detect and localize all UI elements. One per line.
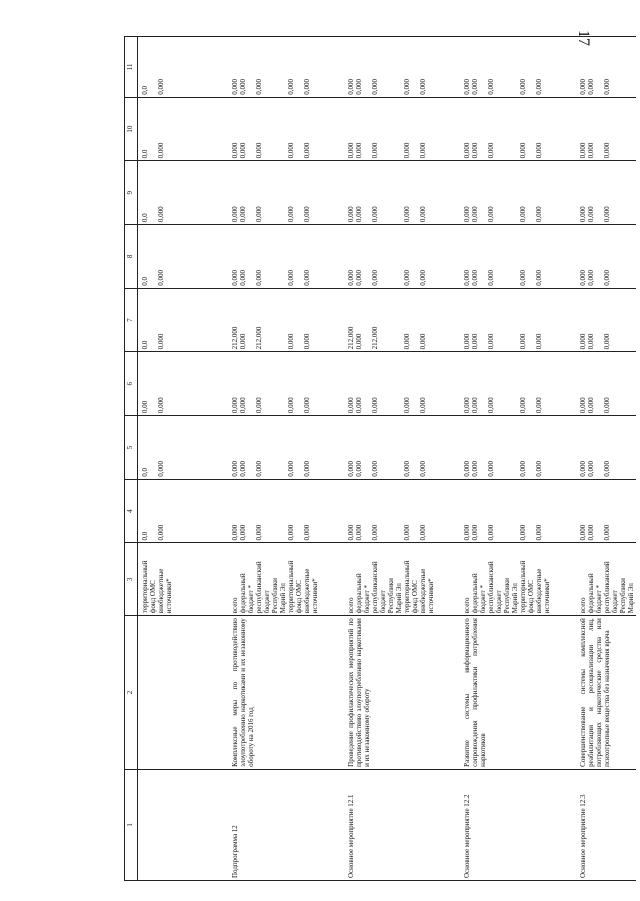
funding-sources-cell: всего федеральный бюджет * республиканский бюджет Республики Марий Эл территориальный фонд ОМС внебюджетные источники*	[228, 543, 344, 616]
program-name-cell	[138, 616, 228, 770]
value-cell: 0,0 0,000	[138, 416, 228, 480]
program-code-cell	[138, 769, 228, 880]
value-cell: 0,0 0,000	[138, 161, 228, 225]
column-header: 11	[125, 37, 138, 98]
funding-sources-cell: всего федеральный бюджет * республиканский бюджет Республики Марий Эл территориальный фонд ОМС внебюджетные источники*	[344, 543, 460, 616]
value-cell: 0,000 0,000 0,000 0,000 0,000	[228, 225, 344, 289]
funding-sources-cell: всего федеральный бюджет * республиканский бюджет Республики Марий Эл территориальный фонд ОМС внебюджетные источники*	[460, 543, 576, 616]
value-cell: 0,000 0,000 0,000	[576, 288, 636, 352]
value-cell: 0,000 0,000 0,000	[576, 225, 636, 289]
value-cell: 0,0 0,000	[138, 97, 228, 161]
program-code-cell: Основное мероприятие 12.3	[576, 769, 636, 880]
header-row	[125, 37, 138, 881]
value-cell: 0,000 0,000 0,000	[576, 416, 636, 480]
value-cell: 0,000 0,000 0,000	[576, 97, 636, 161]
program-code-cell: Подпрограмма 12	[228, 769, 344, 880]
value-cell: 0,00 0,000	[138, 352, 228, 416]
value-cell: 0,000 0,000 0,000 0,000 0,000	[344, 97, 460, 161]
table-row	[460, 37, 576, 881]
program-name-cell: Совершенствование системы комплексной реабилитации и ресоциализации лиц, потребляющих наркотические средства или психотропные вещества без назначения врача	[576, 616, 636, 770]
value-cell: 0,000 0,000 0,000	[576, 479, 636, 543]
value-cell: 0,000 0,000 0,000 0,000 0,000	[460, 352, 576, 416]
value-cell: 0,0 0,000	[138, 37, 228, 98]
table-row	[344, 37, 460, 881]
program-name-cell: Комплексные меры по противодействию злоупотреблению наркотиками и их незаконному обороту на 2016 год	[228, 616, 344, 770]
value-cell: 0,000 0,000 0,000 0,000 0,000	[460, 161, 576, 225]
column-header: 8	[125, 225, 138, 289]
value-cell: 0,000 0,000 0,000 0,000 0,000	[344, 479, 460, 543]
value-cell: 0,000 0,000 0,000 0,000 0,000	[460, 288, 576, 352]
column-header: 9	[125, 161, 138, 225]
value-cell: 0,000 0,000 0,000 0,000 0,000	[228, 97, 344, 161]
value-cell: 0,000 0,000 0,000	[576, 352, 636, 416]
value-cell: 0,000 0,000 0,000	[576, 37, 636, 98]
value-cell: 0,000 0,000 0,000 0,000 0,000	[460, 97, 576, 161]
program-name-cell: Проведение профилактических мероприятий по противодействию злоупотреблению наркотиками и их незаконному обороту	[344, 616, 460, 770]
value-cell: 0,000 0,000 0,000 0,000 0,000	[460, 416, 576, 480]
value-cell: 0,000 0,000 0,000 0,000 0,000	[460, 37, 576, 98]
column-header: 5	[125, 416, 138, 480]
value-cell: 0,000 0,000 0,000 0,000 0,000	[460, 479, 576, 543]
column-header: 1	[125, 769, 138, 880]
value-cell: 0,0 0,000	[138, 225, 228, 289]
column-header: 2	[125, 616, 138, 770]
budget-table	[124, 36, 636, 881]
rotated-table-sheet	[124, 36, 635, 881]
value-cell: 0,000 0,000 0,000 0,000 0,000	[344, 416, 460, 480]
value-cell: 0,000 0,000 0,000 0,000 0,000	[344, 225, 460, 289]
column-header: 4	[125, 479, 138, 543]
page-number: 17	[575, 30, 592, 46]
value-cell: 0,0 0,000	[138, 288, 228, 352]
value-cell: 0,000 0,000 0,000	[576, 161, 636, 225]
value-cell: 0,000 0,000 0,000 0,000 0,000	[344, 37, 460, 98]
value-cell: 0,000 0,000 0,000 0,000 0,000	[228, 416, 344, 480]
value-cell: 212,000 0,000 212,000 0,000 0,000	[228, 288, 344, 352]
column-header: 7	[125, 288, 138, 352]
funding-sources-cell: всего федеральный бюджет * республиканский бюджет Республики Марий Эл	[576, 543, 636, 616]
table-row	[576, 37, 636, 881]
value-cell: 0,000 0,000 0,000 0,000 0,000	[344, 352, 460, 416]
program-code-cell: Основное мероприятие 12.2	[460, 769, 576, 880]
column-header: 6	[125, 352, 138, 416]
column-header: 3	[125, 543, 138, 616]
value-cell: 0,000 0,000 0,000 0,000 0,000	[228, 479, 344, 543]
value-cell: 212,000 0,000 212,000 0,000 0,000	[344, 288, 460, 352]
program-name-cell: Развитие системы информационного сопровождения профилактики потребления наркотиков	[460, 616, 576, 770]
program-code-cell: Основное мероприятие 12.1	[344, 769, 460, 880]
value-cell: 0,0 0,000	[138, 479, 228, 543]
value-cell: 0,000 0,000 0,000 0,000 0,000	[228, 161, 344, 225]
value-cell: 0,000 0,000 0,000 0,000 0,000	[228, 37, 344, 98]
table-row	[228, 37, 344, 881]
column-header: 10	[125, 97, 138, 161]
funding-sources-cell: территориальный фонд ОМС внебюджетные источники*	[138, 543, 228, 616]
value-cell: 0,000 0,000 0,000 0,000 0,000	[228, 352, 344, 416]
table-row	[138, 37, 228, 881]
value-cell: 0,000 0,000 0,000 0,000 0,000	[344, 161, 460, 225]
value-cell: 0,000 0,000 0,000 0,000 0,000	[460, 225, 576, 289]
